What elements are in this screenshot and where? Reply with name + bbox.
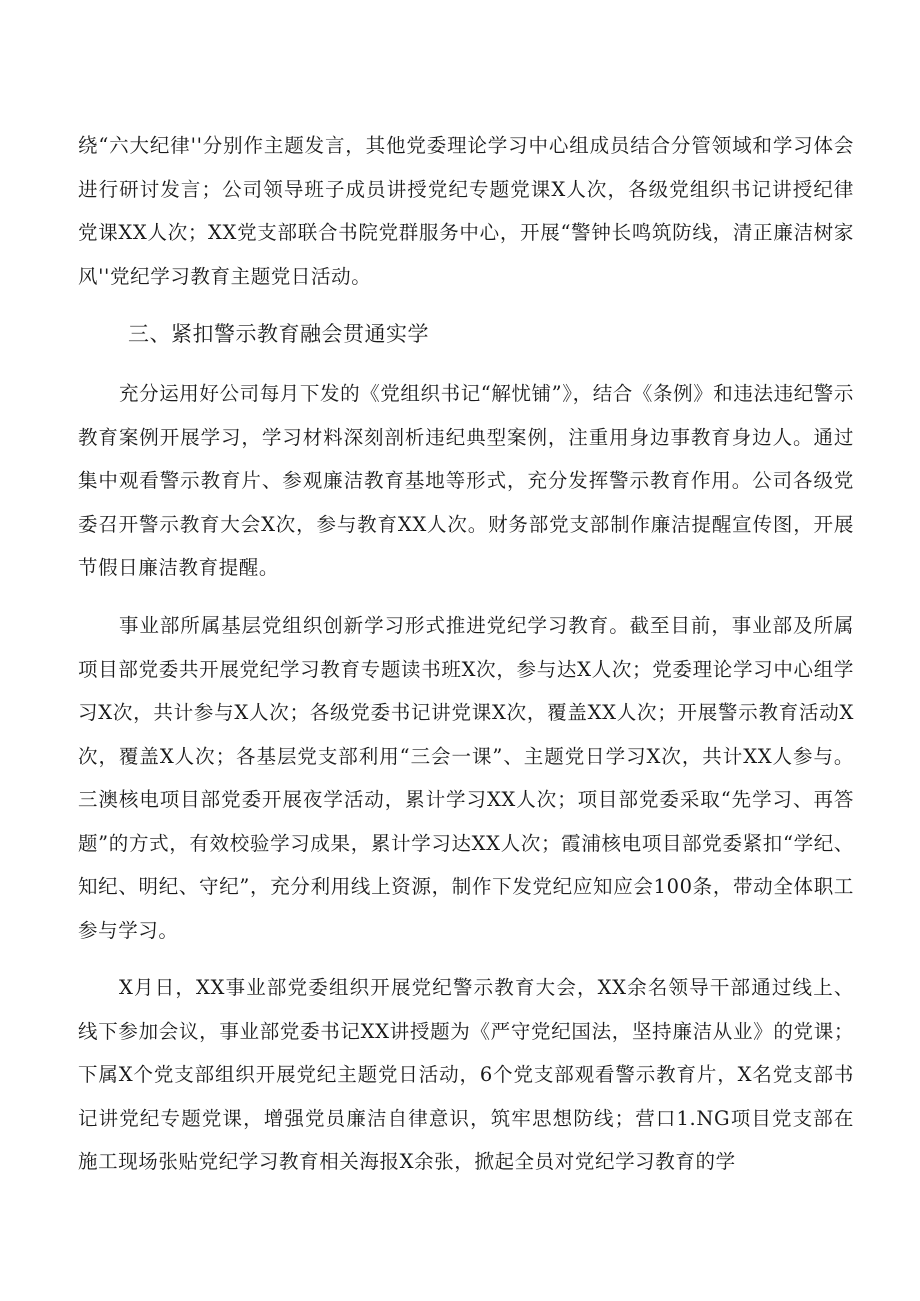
- paragraph-1: 绕“六大纪律''分别作主题发言，其他党委理论学习中心组成员结合分管领域和学习体会进行研讨发言；公司领导班子成员讲授党纪专题党课X人次，各级党组织书记讲授纪律党课XX人次；XX党支部联合书院党群服务中心，开展“警钟长鸣筑防线，清正廉洁树家风''党纪学习教育主题党日活动。: [78, 134, 854, 288]
- paragraph-3: 事业部所属基层党组织创新学习形式推进党纪学习教育。截至目前，事业部及所属项目部党委共开展党纪学习教育专题读书班X次，参与达X人次；党委理论学习中心组学习X次，共计参与X人次；各级党委书记讲党课X次，覆盖XX人次；开展警示教育活动X次，覆盖X人次；各基层党支部利用“三会一课”、主题党日学习X次，共计XX人参与。三澳核电项目部党委开展夜学活动，累计学习XX人次；项目部党委采取“先学习、再答题”的方式，有效校验学习成果，累计学习达XX人次；霞浦核电项目部党委紧扣“学纪、知纪、明纪、守纪”，充分利用线上资源，制作下发党纪应知应会100条，带动全体职工参与学习。: [78, 614, 854, 942]
- paragraph-4: X月日，XX事业部党委组织开展党纪警示教育大会，XX余名领导干部通过线上、线下参加会议，事业部党委书记XX讲授题为《严守党纪国法，坚持廉洁从业》的党课；下属X个党支部组织开展党纪主题党日活动，6个党支部观看警示教育片，X名党支部书记讲党纪专题党课，增强党员廉洁自律意识，筑牢思想防线；营口1.NG项目党支部在施工现场张贴党纪学习教育相关海报X余张，掀起全员对党纪学习教育的学: [78, 976, 854, 1173]
- paragraph-2: 充分运用好公司每月下发的《党组织书记“解忧铺”》，结合《条例》和违法违纪警示教育案例开展学习，学习材料深刻剖析违纪典型案例，注重用身边事教育身边人。通过集中观看警示教育片、参观廉洁教育基地等形式，充分发挥警示教育作用。公司各级党委召开警示教育大会X次，参与教育XX人次。财务部党支部制作廉洁提醒宣传图，开展节假日廉洁教育提醒。: [78, 382, 854, 579]
- section-heading: 三、紧扣警示教育融会贯通实学: [128, 322, 429, 346]
